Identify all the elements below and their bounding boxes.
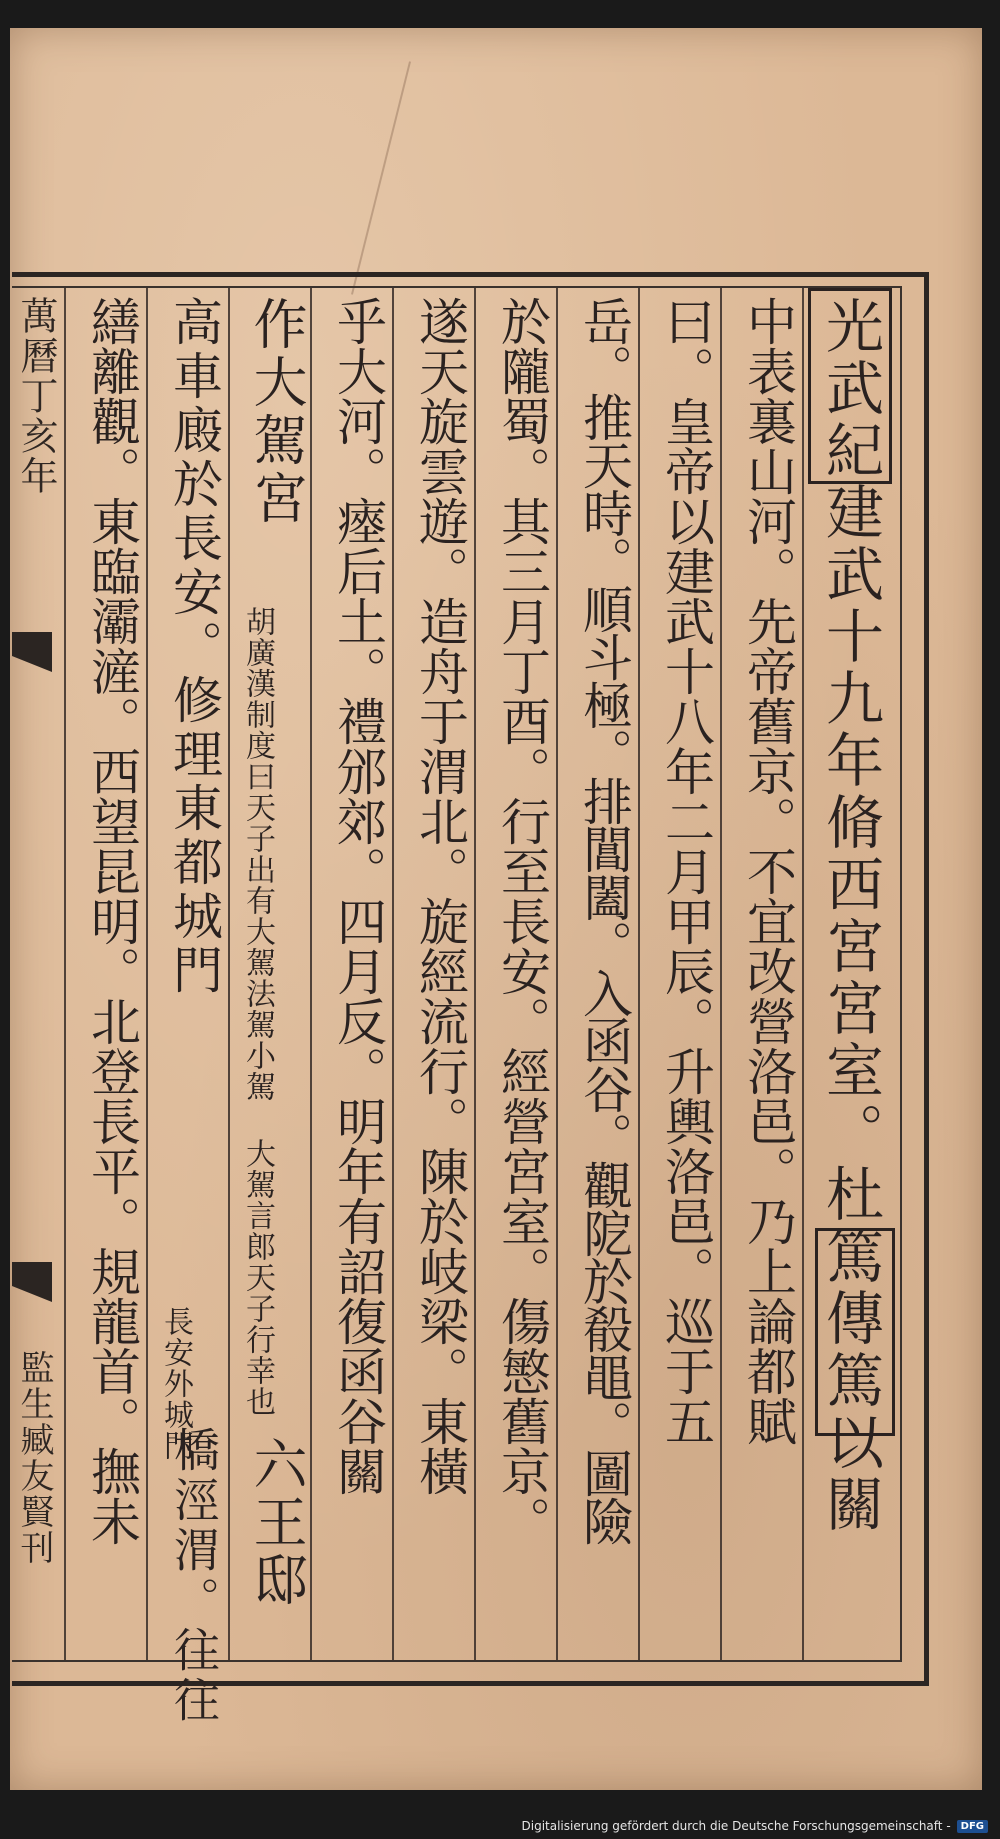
digitization-credit [522, 1819, 989, 1833]
column-text: 中表裏山河。先帝舊京。不宜改營洛邑。乃上論都賦 [739, 296, 797, 1446]
text-column-8 [238, 296, 314, 1656]
credit-text: Digitalisierung gefördert durch die Deutsche Forschungsgemeinschaft - [521, 1819, 951, 1833]
column-text: 曰。皇帝以建武十八年二月甲辰。升輿洛邑。巡于五 [657, 296, 715, 1446]
text-column-2 [730, 296, 806, 1656]
text-column-6 [402, 296, 478, 1656]
text-column-1 [812, 296, 888, 1656]
column-text: 作大駕宮 [245, 296, 308, 528]
column-text-main [156, 296, 232, 998]
text-column-3 [648, 296, 724, 1656]
sidebar-bottom-text: 監生臧友賢刊 [14, 1350, 54, 1566]
column-annotation [238, 606, 276, 1426]
text-column-4 [566, 296, 642, 1656]
sidebar-printer [14, 1350, 54, 1566]
column-text: 乎大河。瘞后土。禮邠郊。四月反。明年有詔復函谷關 [329, 296, 387, 1496]
frame-inner-bottom [12, 1660, 902, 1662]
column-text: 遂天旋雲遊。造舟于渭北。旋經流行。陳於岐梁。東橫 [411, 296, 469, 1496]
frame-inner-right [900, 286, 902, 1662]
text-column-7 [320, 296, 396, 1656]
column-text: 繕離觀。東臨灞滻。西望昆明。北登長平。規龍首。撫未 [83, 296, 141, 1546]
dfg-logo: DFG [957, 1820, 988, 1833]
sidebar-top-text: 萬曆丁亥年 [14, 296, 58, 496]
column-text: 高車廄於長安。修理東都城門 [165, 296, 223, 998]
column-divider [64, 288, 66, 1660]
paper-crease [351, 61, 411, 294]
column-text: 光武紀建武十九年脩西宮宮室。杜篤傳篤以關 [816, 296, 884, 1536]
column-text: 於隴蜀。其三月丁酉。行至長安。經營宮室。傷慜舊京。 [493, 296, 551, 1546]
column-text: 六王邸 [245, 1436, 308, 1610]
column-text: 岳。推天時。順斗極。排閶闔。入函谷。觀阸於殽黽。圖險 [575, 296, 633, 1544]
annotation-text: 胡廣漢制度曰天子出有大駕法駕小駕 大駕言郎天子行幸也 [240, 606, 275, 1417]
sidebar-date [14, 296, 58, 496]
column-text: 橋涇渭。往往 [167, 1426, 221, 1726]
text-column-5 [484, 296, 560, 1656]
annotation-text: 長安外城門 [158, 1306, 193, 1461]
text-column-10 [74, 296, 150, 1656]
column-text-after [238, 1436, 314, 1610]
column-text-main [238, 296, 314, 528]
column-text-after [156, 1426, 232, 1726]
text-column-9 [156, 296, 232, 1726]
